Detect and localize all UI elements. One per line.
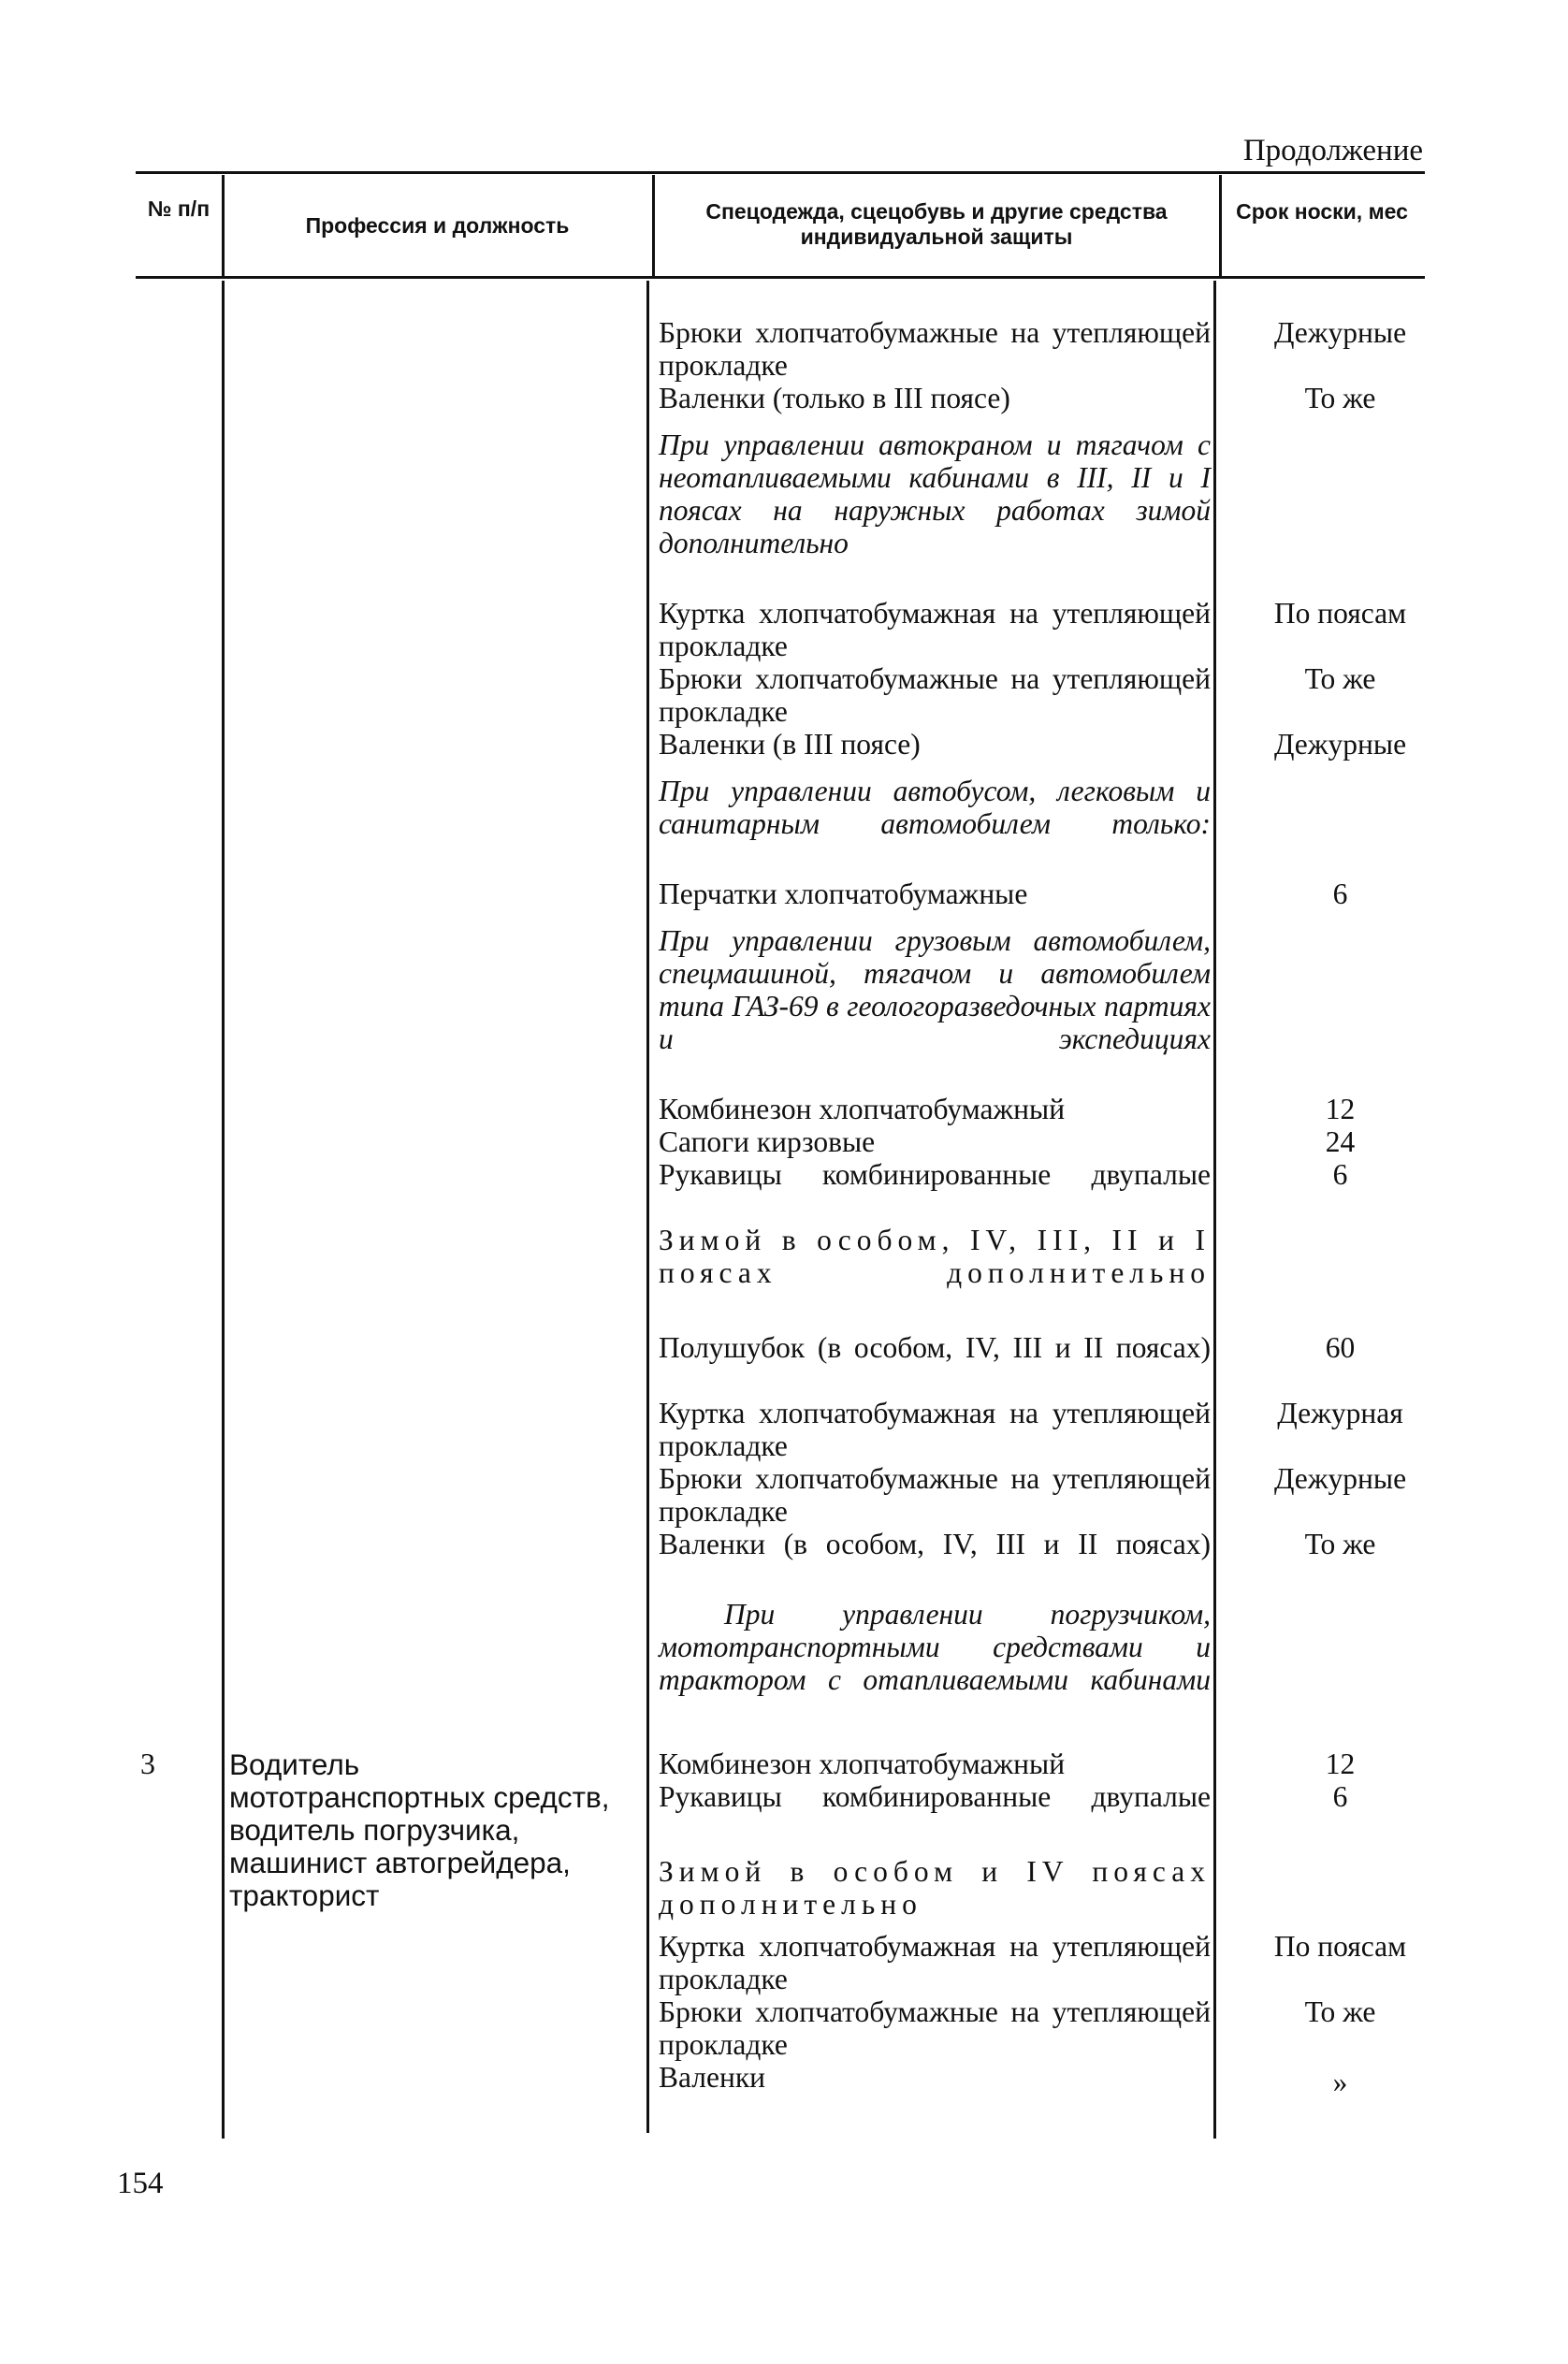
list-item: Валенки (в III поясе) [659,728,921,761]
entry-number: 3 [140,1747,155,1780]
list-item: Куртка хлопчатобумажная на утепляющей прокладке [659,1397,1211,1462]
continued-label: Продолжение [1242,134,1423,167]
term-value: По поясам [1273,597,1407,630]
spaced-subheading: Зимой в особом и IV поясах дополнительно [659,1855,1211,1921]
header-number: № п/п [147,196,211,221]
term-value: » [1332,2066,1348,2098]
profession-text: Водитель мототранспортных средств, водитель погрузчика, машинист автогрейдера, тракторист [229,1748,610,1912]
header-profession: Профессия и должность [305,213,570,238]
list-item: Брюки хлопчатобумажные на утепляющей прокладке [659,1995,1211,2061]
term-value: Дежурная [1277,1397,1403,1429]
term-value: 6 [1332,877,1348,910]
list-item: Комбинезон хлопчатобумажный [659,1748,1066,1780]
list-item: Куртка хлопчатобумажная на утепляющей прокладке [659,1930,1211,1995]
table-top-rule [136,171,1425,174]
column-divider-3-body [1213,281,1216,2139]
spaced-subheading: Зимой в особом, IV, III, II и I поясах дополнительно [659,1224,1211,1289]
term-value: Дежурные [1273,1462,1407,1495]
list-item: Рукавицы комбинированные двупалые [659,1780,1211,1813]
term-value: Дежурные [1273,728,1407,761]
term-value: 6 [1332,1158,1348,1191]
note-text: При управлении погрузчиком, мототранспортными средствами и трактором с отапливаемыми кабинами [659,1598,1211,1696]
note-text: При управлении автокраном и тягачом с неотапливаемыми кабинами в III, II и I поясах на наружных работах зимой дополнительно [659,428,1211,559]
term-value: 24 [1325,1125,1356,1158]
term-value: 60 [1325,1331,1356,1364]
note-text: При управлении грузовым автомобилем, спецмашиной, тягачом и автомобилем типа ГАЗ-69 в геологоразведочных партиях и экспедициях [659,924,1211,1055]
list-item: Брюки хлопчатобумажные на утепляющей прокладке [659,662,1211,728]
list-item: Брюки хлопчатобумажные на утепляющей прокладке [659,316,1211,382]
column-divider-2-body [646,281,649,2133]
term-value: Дежурные [1273,316,1407,349]
term-value: 12 [1325,1748,1356,1780]
list-item: Куртка хлопчатобумажная на утепляющей прокладке [659,597,1211,662]
list-item: Перчатки хлопчатобумажные [659,877,1028,910]
column-divider-3 [1219,175,1222,276]
term-value: 6 [1332,1780,1348,1813]
header-term: Срок носки, мес [1236,199,1408,224]
term-value: По поясам [1273,1930,1407,1963]
list-item: Валенки (в особом, IV, III и II поясах) [659,1528,1211,1560]
list-item: Комбинезон хлопчатобумажный [659,1093,1066,1125]
term-value: То же [1304,662,1376,695]
term-value: То же [1304,1528,1376,1560]
term-value: То же [1304,382,1376,414]
list-item: Валенки [659,2061,765,2094]
list-item: Рукавицы комбинированные двупалые [659,1158,1211,1191]
header-bottom-rule [136,276,1425,279]
list-item: Брюки хлопчатобумажные на утепляющей прокладке [659,1462,1211,1528]
page-number: 154 [117,2167,164,2200]
list-item: Валенки (только в III поясе) [659,382,1010,414]
note-text: При управлении автобусом, легковым и санитарным автомобилем только: [659,775,1211,840]
column-divider-1 [222,175,225,276]
list-item: Полушубок (в особом, IV, III и II поясах) [659,1331,1211,1364]
term-value: То же [1304,1995,1376,2028]
column-divider-2 [652,175,655,276]
header-clothing: Спецодежда, сцецобувь и другие средства индивидуальной защиты [705,199,1168,249]
list-item: Сапоги кирзовые [659,1125,876,1158]
column-divider-1-body [222,281,225,2139]
term-value: 12 [1325,1093,1356,1125]
